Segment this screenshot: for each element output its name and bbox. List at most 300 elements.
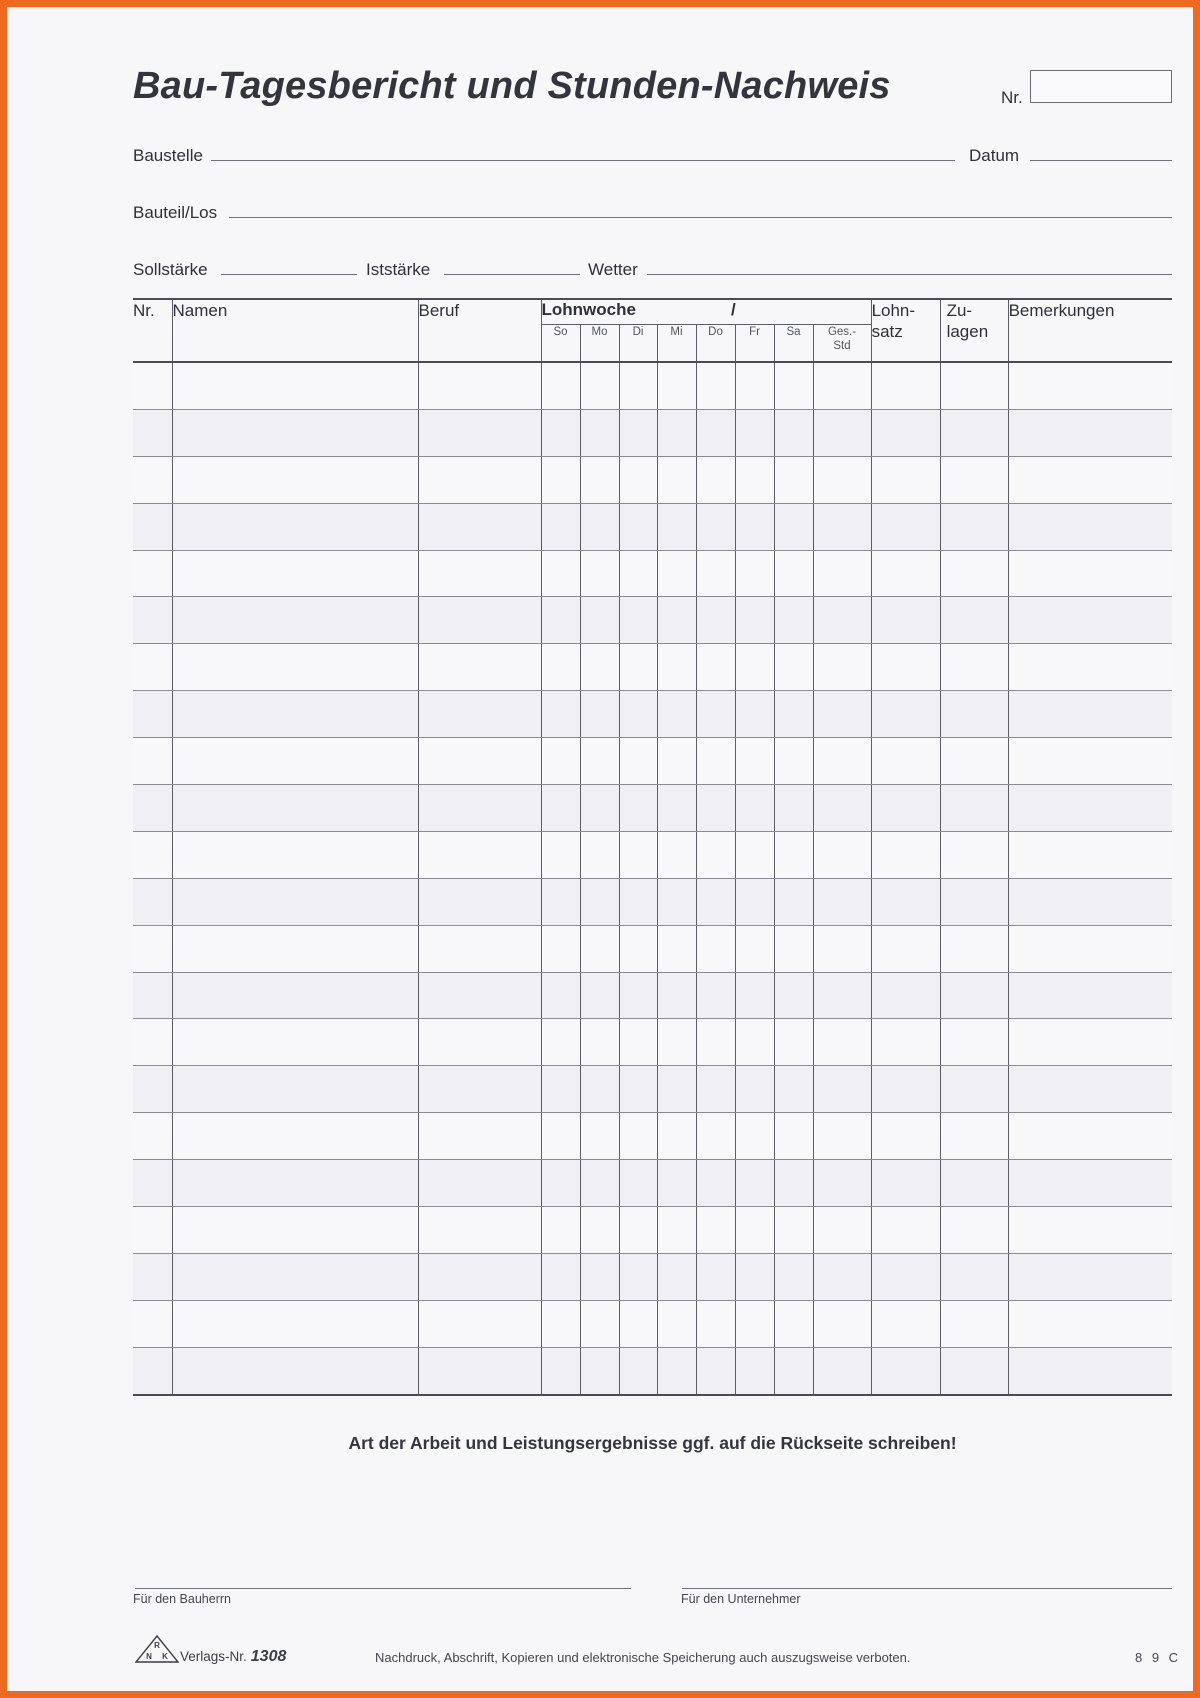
cell-bemerkungen[interactable] (1008, 1300, 1172, 1347)
cell-do[interactable] (696, 1300, 735, 1347)
cell-do[interactable] (696, 1160, 735, 1207)
cell-mi[interactable] (657, 1253, 696, 1300)
cell-sa[interactable] (774, 1066, 813, 1113)
cell-so[interactable] (541, 1347, 580, 1394)
cell-mi[interactable] (657, 925, 696, 972)
cell-lohnsatz[interactable] (871, 597, 940, 644)
cell-namen[interactable] (172, 456, 418, 503)
cell-mo[interactable] (580, 456, 619, 503)
cell-zulagen[interactable] (940, 691, 1008, 738)
cell-namen[interactable] (172, 409, 418, 456)
cell-zulagen[interactable] (940, 1160, 1008, 1207)
cell-nr[interactable] (133, 1347, 172, 1394)
cell-fr[interactable] (735, 831, 774, 878)
cell-fr[interactable] (735, 1113, 774, 1160)
cell-nr[interactable] (133, 691, 172, 738)
cell-sa[interactable] (774, 644, 813, 691)
cell-namen[interactable] (172, 644, 418, 691)
cell-nr[interactable] (133, 1113, 172, 1160)
cell-so[interactable] (541, 1113, 580, 1160)
cell-di[interactable] (619, 1207, 657, 1254)
cell-do[interactable] (696, 972, 735, 1019)
cell-fr[interactable] (735, 1160, 774, 1207)
cell-mi[interactable] (657, 1113, 696, 1160)
cell-namen[interactable] (172, 831, 418, 878)
cell-lohnsatz[interactable] (871, 1113, 940, 1160)
cell-zulagen[interactable] (940, 409, 1008, 456)
cell-so[interactable] (541, 644, 580, 691)
cell-do[interactable] (696, 503, 735, 550)
cell-di[interactable] (619, 878, 657, 925)
cell-lohnsatz[interactable] (871, 785, 940, 832)
cell-beruf[interactable] (418, 1066, 541, 1113)
cell-nr[interactable] (133, 503, 172, 550)
cell-ges-std[interactable] (813, 1019, 871, 1066)
cell-do[interactable] (696, 691, 735, 738)
cell-lohnsatz[interactable] (871, 1066, 940, 1113)
cell-di[interactable] (619, 972, 657, 1019)
cell-ges-std[interactable] (813, 972, 871, 1019)
cell-bemerkungen[interactable] (1008, 1113, 1172, 1160)
unternehmer-signature-line[interactable] (682, 1588, 1172, 1589)
cell-nr[interactable] (133, 878, 172, 925)
cell-di[interactable] (619, 1066, 657, 1113)
cell-bemerkungen[interactable] (1008, 597, 1172, 644)
cell-so[interactable] (541, 1253, 580, 1300)
bauherr-signature-line[interactable] (135, 1588, 631, 1589)
cell-beruf[interactable] (418, 1347, 541, 1394)
cell-bemerkungen[interactable] (1008, 1347, 1172, 1394)
cell-ges-std[interactable] (813, 691, 871, 738)
cell-namen[interactable] (172, 1019, 418, 1066)
cell-sa[interactable] (774, 925, 813, 972)
cell-di[interactable] (619, 1347, 657, 1394)
cell-fr[interactable] (735, 644, 774, 691)
cell-do[interactable] (696, 550, 735, 597)
cell-nr[interactable] (133, 1066, 172, 1113)
datum-field[interactable] (1030, 160, 1172, 161)
cell-ges-std[interactable] (813, 503, 871, 550)
cell-sa[interactable] (774, 456, 813, 503)
cell-mo[interactable] (580, 644, 619, 691)
cell-zulagen[interactable] (940, 362, 1008, 409)
cell-do[interactable] (696, 1066, 735, 1113)
cell-beruf[interactable] (418, 1207, 541, 1254)
cell-bemerkungen[interactable] (1008, 831, 1172, 878)
cell-sa[interactable] (774, 1347, 813, 1394)
cell-nr[interactable] (133, 738, 172, 785)
cell-mi[interactable] (657, 1347, 696, 1394)
cell-lohnsatz[interactable] (871, 644, 940, 691)
cell-namen[interactable] (172, 362, 418, 409)
cell-mi[interactable] (657, 785, 696, 832)
cell-mo[interactable] (580, 1347, 619, 1394)
cell-bemerkungen[interactable] (1008, 409, 1172, 456)
cell-namen[interactable] (172, 1300, 418, 1347)
cell-bemerkungen[interactable] (1008, 1160, 1172, 1207)
cell-mo[interactable] (580, 1160, 619, 1207)
cell-ges-std[interactable] (813, 831, 871, 878)
cell-do[interactable] (696, 597, 735, 644)
cell-nr[interactable] (133, 1160, 172, 1207)
cell-ges-std[interactable] (813, 1113, 871, 1160)
cell-sa[interactable] (774, 785, 813, 832)
cell-nr[interactable] (133, 1019, 172, 1066)
cell-fr[interactable] (735, 409, 774, 456)
cell-so[interactable] (541, 597, 580, 644)
cell-nr[interactable] (133, 972, 172, 1019)
cell-fr[interactable] (735, 1253, 774, 1300)
cell-di[interactable] (619, 925, 657, 972)
cell-mo[interactable] (580, 831, 619, 878)
cell-ges-std[interactable] (813, 785, 871, 832)
cell-di[interactable] (619, 409, 657, 456)
cell-sa[interactable] (774, 597, 813, 644)
cell-do[interactable] (696, 1253, 735, 1300)
cell-mo[interactable] (580, 1253, 619, 1300)
cell-di[interactable] (619, 831, 657, 878)
cell-so[interactable] (541, 456, 580, 503)
cell-mi[interactable] (657, 878, 696, 925)
cell-do[interactable] (696, 644, 735, 691)
cell-zulagen[interactable] (940, 503, 1008, 550)
cell-lohnsatz[interactable] (871, 972, 940, 1019)
cell-nr[interactable] (133, 597, 172, 644)
cell-bemerkungen[interactable] (1008, 972, 1172, 1019)
cell-mo[interactable] (580, 878, 619, 925)
cell-di[interactable] (619, 597, 657, 644)
cell-fr[interactable] (735, 503, 774, 550)
cell-beruf[interactable] (418, 1160, 541, 1207)
cell-mo[interactable] (580, 550, 619, 597)
cell-beruf[interactable] (418, 1113, 541, 1160)
cell-fr[interactable] (735, 1300, 774, 1347)
cell-do[interactable] (696, 362, 735, 409)
cell-di[interactable] (619, 1300, 657, 1347)
cell-sa[interactable] (774, 1253, 813, 1300)
cell-so[interactable] (541, 785, 580, 832)
cell-so[interactable] (541, 878, 580, 925)
cell-namen[interactable] (172, 878, 418, 925)
cell-sa[interactable] (774, 972, 813, 1019)
cell-bemerkungen[interactable] (1008, 644, 1172, 691)
cell-mo[interactable] (580, 409, 619, 456)
cell-mo[interactable] (580, 597, 619, 644)
cell-fr[interactable] (735, 597, 774, 644)
cell-mi[interactable] (657, 972, 696, 1019)
cell-sa[interactable] (774, 1113, 813, 1160)
cell-do[interactable] (696, 1207, 735, 1254)
cell-mi[interactable] (657, 1160, 696, 1207)
cell-namen[interactable] (172, 738, 418, 785)
cell-zulagen[interactable] (940, 550, 1008, 597)
cell-mo[interactable] (580, 972, 619, 1019)
cell-mo[interactable] (580, 1300, 619, 1347)
cell-so[interactable] (541, 925, 580, 972)
cell-lohnsatz[interactable] (871, 831, 940, 878)
cell-do[interactable] (696, 878, 735, 925)
cell-zulagen[interactable] (940, 1019, 1008, 1066)
cell-sa[interactable] (774, 831, 813, 878)
cell-mo[interactable] (580, 362, 619, 409)
cell-so[interactable] (541, 1066, 580, 1113)
cell-ges-std[interactable] (813, 1207, 871, 1254)
cell-lohnsatz[interactable] (871, 1347, 940, 1394)
cell-di[interactable] (619, 691, 657, 738)
cell-ges-std[interactable] (813, 1300, 871, 1347)
cell-fr[interactable] (735, 972, 774, 1019)
cell-bemerkungen[interactable] (1008, 1066, 1172, 1113)
cell-bemerkungen[interactable] (1008, 785, 1172, 832)
cell-namen[interactable] (172, 1113, 418, 1160)
cell-mi[interactable] (657, 738, 696, 785)
cell-fr[interactable] (735, 738, 774, 785)
cell-so[interactable] (541, 1160, 580, 1207)
cell-namen[interactable] (172, 925, 418, 972)
cell-beruf[interactable] (418, 831, 541, 878)
cell-beruf[interactable] (418, 362, 541, 409)
cell-zulagen[interactable] (940, 1347, 1008, 1394)
cell-zulagen[interactable] (940, 456, 1008, 503)
cell-lohnsatz[interactable] (871, 1253, 940, 1300)
bauteil-field[interactable] (229, 217, 1172, 218)
cell-do[interactable] (696, 409, 735, 456)
cell-zulagen[interactable] (940, 1207, 1008, 1254)
cell-beruf[interactable] (418, 691, 541, 738)
cell-mi[interactable] (657, 503, 696, 550)
cell-mo[interactable] (580, 925, 619, 972)
cell-nr[interactable] (133, 831, 172, 878)
cell-beruf[interactable] (418, 785, 541, 832)
cell-lohnsatz[interactable] (871, 456, 940, 503)
cell-namen[interactable] (172, 1347, 418, 1394)
cell-beruf[interactable] (418, 644, 541, 691)
cell-lohnsatz[interactable] (871, 550, 940, 597)
cell-fr[interactable] (735, 1347, 774, 1394)
cell-nr[interactable] (133, 550, 172, 597)
cell-zulagen[interactable] (940, 644, 1008, 691)
cell-sa[interactable] (774, 1300, 813, 1347)
cell-bemerkungen[interactable] (1008, 503, 1172, 550)
cell-mi[interactable] (657, 550, 696, 597)
cell-lohnsatz[interactable] (871, 362, 940, 409)
cell-beruf[interactable] (418, 1253, 541, 1300)
cell-fr[interactable] (735, 1066, 774, 1113)
cell-so[interactable] (541, 738, 580, 785)
cell-fr[interactable] (735, 456, 774, 503)
cell-mi[interactable] (657, 362, 696, 409)
cell-di[interactable] (619, 1019, 657, 1066)
cell-di[interactable] (619, 1160, 657, 1207)
cell-mi[interactable] (657, 644, 696, 691)
cell-sa[interactable] (774, 1019, 813, 1066)
cell-beruf[interactable] (418, 878, 541, 925)
cell-zulagen[interactable] (940, 831, 1008, 878)
cell-do[interactable] (696, 738, 735, 785)
cell-namen[interactable] (172, 550, 418, 597)
cell-ges-std[interactable] (813, 409, 871, 456)
cell-ges-std[interactable] (813, 738, 871, 785)
cell-lohnsatz[interactable] (871, 925, 940, 972)
cell-nr[interactable] (133, 1253, 172, 1300)
cell-mi[interactable] (657, 1066, 696, 1113)
cell-namen[interactable] (172, 597, 418, 644)
cell-sa[interactable] (774, 878, 813, 925)
cell-bemerkungen[interactable] (1008, 456, 1172, 503)
cell-sa[interactable] (774, 409, 813, 456)
cell-lohnsatz[interactable] (871, 1300, 940, 1347)
cell-nr[interactable] (133, 785, 172, 832)
cell-fr[interactable] (735, 878, 774, 925)
cell-zulagen[interactable] (940, 738, 1008, 785)
cell-so[interactable] (541, 972, 580, 1019)
cell-beruf[interactable] (418, 1300, 541, 1347)
cell-namen[interactable] (172, 691, 418, 738)
nr-input-box[interactable] (1030, 70, 1172, 103)
cell-mi[interactable] (657, 456, 696, 503)
cell-di[interactable] (619, 503, 657, 550)
cell-zulagen[interactable] (940, 925, 1008, 972)
cell-zulagen[interactable] (940, 1066, 1008, 1113)
cell-bemerkungen[interactable] (1008, 738, 1172, 785)
cell-namen[interactable] (172, 1160, 418, 1207)
cell-sa[interactable] (774, 362, 813, 409)
cell-sa[interactable] (774, 503, 813, 550)
cell-beruf[interactable] (418, 550, 541, 597)
cell-di[interactable] (619, 785, 657, 832)
cell-ges-std[interactable] (813, 1253, 871, 1300)
cell-sa[interactable] (774, 1207, 813, 1254)
cell-sa[interactable] (774, 1160, 813, 1207)
cell-di[interactable] (619, 1253, 657, 1300)
cell-namen[interactable] (172, 1066, 418, 1113)
cell-bemerkungen[interactable] (1008, 878, 1172, 925)
cell-ges-std[interactable] (813, 362, 871, 409)
cell-do[interactable] (696, 456, 735, 503)
cell-zulagen[interactable] (940, 1113, 1008, 1160)
cell-ges-std[interactable] (813, 550, 871, 597)
cell-do[interactable] (696, 1347, 735, 1394)
cell-ges-std[interactable] (813, 456, 871, 503)
cell-mi[interactable] (657, 597, 696, 644)
cell-fr[interactable] (735, 1207, 774, 1254)
cell-so[interactable] (541, 1019, 580, 1066)
cell-zulagen[interactable] (940, 597, 1008, 644)
cell-zulagen[interactable] (940, 972, 1008, 1019)
cell-so[interactable] (541, 831, 580, 878)
cell-ges-std[interactable] (813, 597, 871, 644)
cell-di[interactable] (619, 362, 657, 409)
cell-bemerkungen[interactable] (1008, 550, 1172, 597)
cell-mi[interactable] (657, 831, 696, 878)
cell-fr[interactable] (735, 925, 774, 972)
cell-di[interactable] (619, 738, 657, 785)
cell-fr[interactable] (735, 1019, 774, 1066)
iststaerke-field[interactable] (444, 274, 580, 275)
cell-namen[interactable] (172, 1207, 418, 1254)
cell-nr[interactable] (133, 409, 172, 456)
cell-nr[interactable] (133, 1300, 172, 1347)
cell-mi[interactable] (657, 1207, 696, 1254)
cell-beruf[interactable] (418, 972, 541, 1019)
cell-ges-std[interactable] (813, 925, 871, 972)
cell-bemerkungen[interactable] (1008, 362, 1172, 409)
cell-mi[interactable] (657, 1019, 696, 1066)
cell-sa[interactable] (774, 550, 813, 597)
cell-ges-std[interactable] (813, 878, 871, 925)
cell-sa[interactable] (774, 691, 813, 738)
cell-so[interactable] (541, 409, 580, 456)
cell-mo[interactable] (580, 503, 619, 550)
sollstaerke-field[interactable] (221, 274, 357, 275)
cell-namen[interactable] (172, 503, 418, 550)
cell-mi[interactable] (657, 691, 696, 738)
cell-do[interactable] (696, 785, 735, 832)
cell-lohnsatz[interactable] (871, 409, 940, 456)
cell-so[interactable] (541, 1207, 580, 1254)
cell-beruf[interactable] (418, 925, 541, 972)
cell-fr[interactable] (735, 691, 774, 738)
cell-di[interactable] (619, 550, 657, 597)
cell-di[interactable] (619, 1113, 657, 1160)
cell-lohnsatz[interactable] (871, 1019, 940, 1066)
cell-beruf[interactable] (418, 1019, 541, 1066)
cell-so[interactable] (541, 503, 580, 550)
cell-ges-std[interactable] (813, 644, 871, 691)
cell-do[interactable] (696, 925, 735, 972)
cell-lohnsatz[interactable] (871, 691, 940, 738)
cell-nr[interactable] (133, 644, 172, 691)
cell-so[interactable] (541, 691, 580, 738)
cell-nr[interactable] (133, 362, 172, 409)
cell-bemerkungen[interactable] (1008, 691, 1172, 738)
cell-fr[interactable] (735, 785, 774, 832)
cell-mo[interactable] (580, 1207, 619, 1254)
cell-bemerkungen[interactable] (1008, 1019, 1172, 1066)
cell-bemerkungen[interactable] (1008, 1253, 1172, 1300)
cell-sa[interactable] (774, 738, 813, 785)
cell-so[interactable] (541, 362, 580, 409)
baustelle-field[interactable] (211, 160, 955, 161)
cell-namen[interactable] (172, 785, 418, 832)
cell-zulagen[interactable] (940, 1300, 1008, 1347)
cell-nr[interactable] (133, 925, 172, 972)
cell-lohnsatz[interactable] (871, 1160, 940, 1207)
cell-beruf[interactable] (418, 409, 541, 456)
cell-beruf[interactable] (418, 503, 541, 550)
cell-ges-std[interactable] (813, 1066, 871, 1113)
cell-ges-std[interactable] (813, 1160, 871, 1207)
cell-so[interactable] (541, 550, 580, 597)
cell-mo[interactable] (580, 1066, 619, 1113)
cell-ges-std[interactable] (813, 1347, 871, 1394)
cell-mi[interactable] (657, 409, 696, 456)
cell-bemerkungen[interactable] (1008, 1207, 1172, 1254)
cell-do[interactable] (696, 1019, 735, 1066)
cell-do[interactable] (696, 1113, 735, 1160)
cell-mo[interactable] (580, 785, 619, 832)
cell-zulagen[interactable] (940, 1253, 1008, 1300)
cell-di[interactable] (619, 456, 657, 503)
cell-mo[interactable] (580, 1019, 619, 1066)
cell-fr[interactable] (735, 362, 774, 409)
cell-mo[interactable] (580, 691, 619, 738)
wetter-field[interactable] (647, 274, 1172, 275)
cell-mo[interactable] (580, 738, 619, 785)
cell-nr[interactable] (133, 456, 172, 503)
cell-lohnsatz[interactable] (871, 878, 940, 925)
cell-beruf[interactable] (418, 738, 541, 785)
